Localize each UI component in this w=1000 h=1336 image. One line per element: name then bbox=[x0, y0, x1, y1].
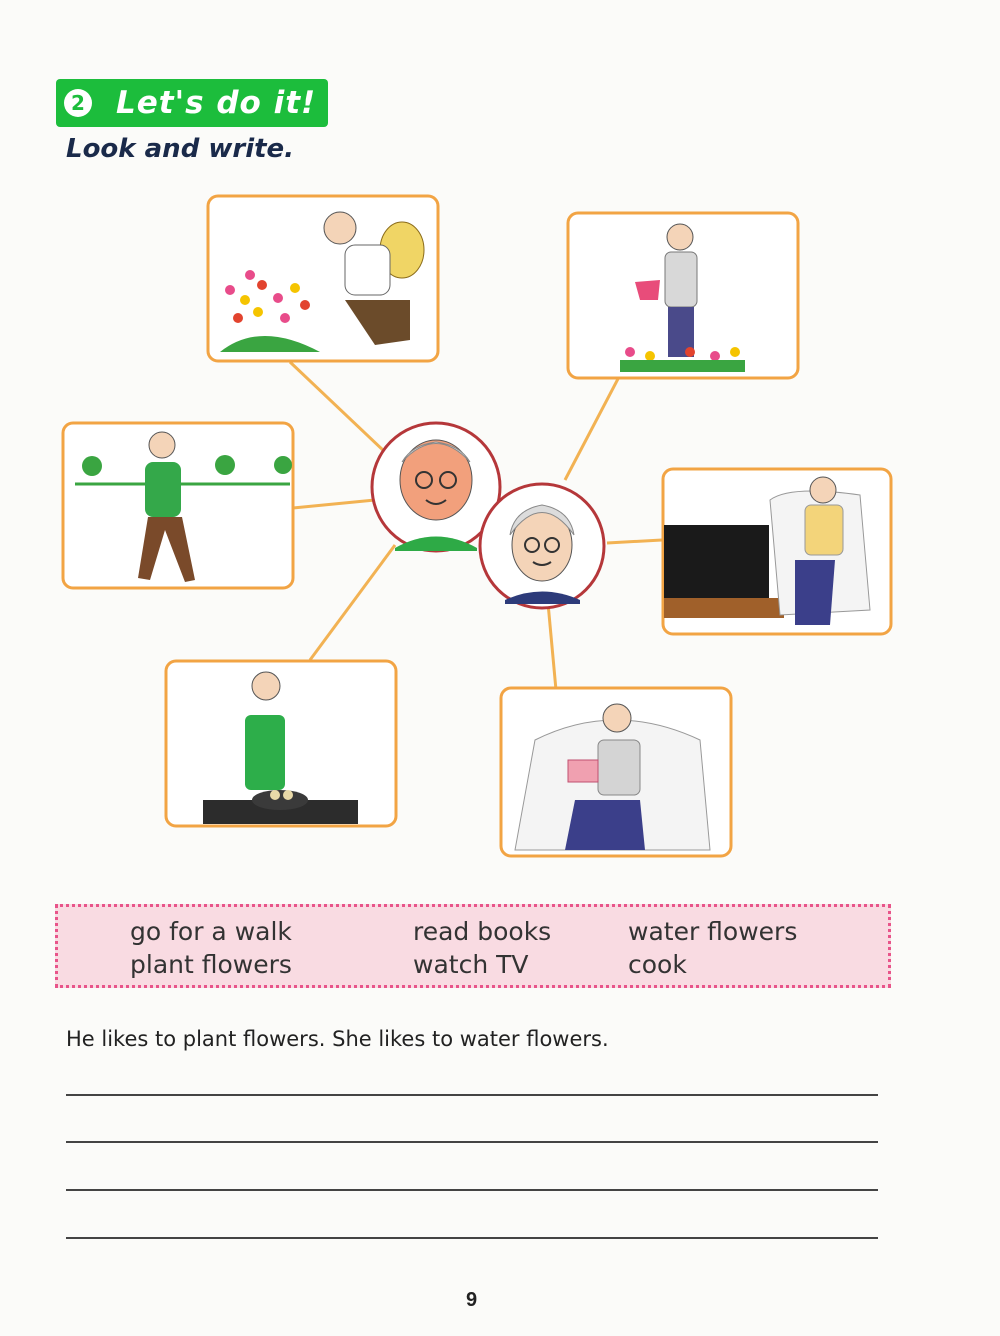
word-go-for-a-walk: go for a walk bbox=[130, 917, 292, 946]
grandmother-portrait bbox=[480, 484, 604, 608]
word-cook: cook bbox=[628, 950, 687, 979]
writing-line-1[interactable] bbox=[66, 1094, 878, 1096]
section-number-badge: 2 bbox=[64, 89, 92, 117]
word-watch-tv: watch TV bbox=[413, 950, 529, 979]
picture-reading bbox=[501, 688, 731, 856]
picture-planting-flowers bbox=[208, 196, 438, 361]
writing-line-2[interactable] bbox=[66, 1141, 878, 1143]
example-sentence: He likes to plant flowers. She likes to water flowers. bbox=[66, 1027, 609, 1051]
picture-watering-flowers bbox=[568, 213, 798, 378]
writing-line-3[interactable] bbox=[66, 1189, 878, 1191]
section-title: Let's do it! bbox=[116, 85, 317, 121]
word-water-flowers: water flowers bbox=[628, 917, 798, 946]
word-read-books: read books bbox=[413, 917, 552, 946]
word-plant-flowers: plant flowers bbox=[130, 950, 292, 979]
picture-walking bbox=[63, 423, 293, 588]
picture-cooking bbox=[166, 661, 396, 826]
instruction-text: Look and write. bbox=[66, 134, 295, 164]
writing-line-4[interactable] bbox=[66, 1237, 878, 1239]
word-bank bbox=[55, 904, 891, 988]
picture-watching-tv bbox=[663, 469, 891, 634]
page-number: 9 bbox=[466, 1289, 478, 1311]
